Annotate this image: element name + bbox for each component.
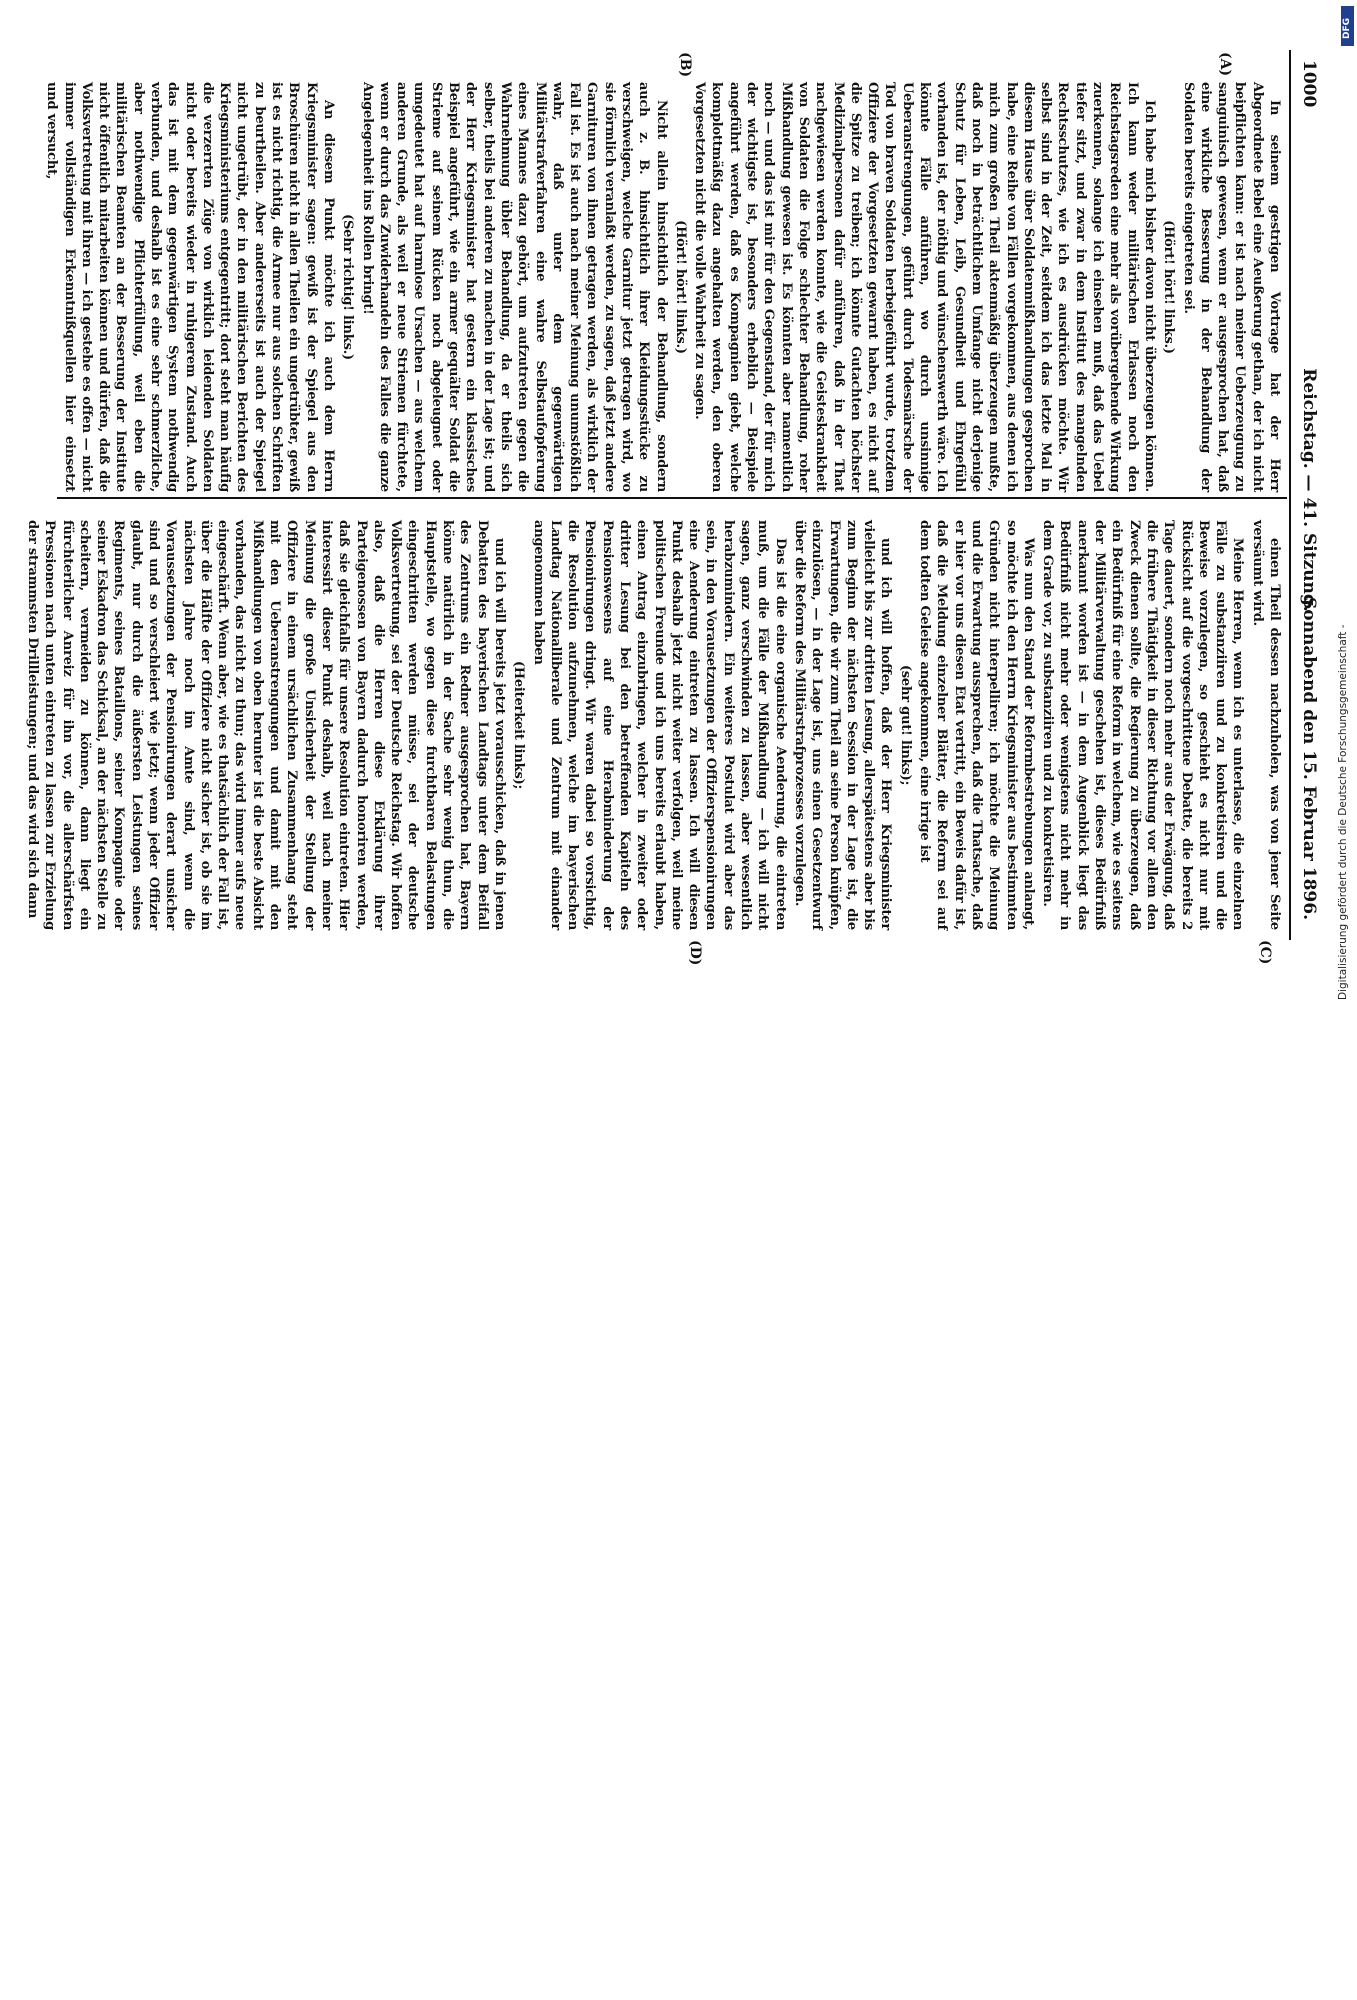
paragraph: einen Theil dessen nachzuholen, was von jener Seite versäumt wird. — [1249, 520, 1282, 930]
right-column — [24, 520, 1283, 930]
margin-mark-c: (C) — [1257, 940, 1273, 965]
paragraph: An diesem Punkt möchte ich auch dem Herrn Kriegsminister sagen: gewiß ist der Spiegel aus den Broschüren nicht in allen Theilen ein ungetrübter, gewiß ist es nicht richtig, die Armee nur aus solchen Schriften zu beurtheilen. Aber andererseits ist auch der Spiegel nicht ungetrübt, der in den militärischen Berichten des Kriegsministeriums entgegentritt; dort steht man häufig die verzerrten Züge von wirklich leidenden Soldaten nicht oder bereits wieder in ruhigerem Zustand. Auch das ist mit dem gegenwärtigen System nothwendig verbunden, und deshalb ist es eine sehr schmerzliche, aber nothwendige Pflichterfüllung, weil eben die militärischen Beamten an der Besserung der Institute nicht öffentlich mitarbeiten können und dürfen, daß die Volksvertretung mit ihren — ich gestehe es offen — nicht immer vollständigen Erkenntnißquellen hier einsetzt und versucht, — [44, 82, 336, 492]
left-column — [44, 82, 1283, 492]
margin-mark-a: (A) — [1217, 52, 1233, 77]
digitization-note-wrap — [1337, 624, 1357, 2000]
paragraph: In seinem gestrigen Vortrage hat der Herr Abgeordnete Bebel eine Aeußerung gethan, der ich nicht beipflichten kann: er ist nach meiner Ueberzeugung zu sanguinisch gewesen, wenn er ausgesprochen hat, daß eine wirkliche Besserung in der Behandlung der Soldaten bereits eingetreten sei. — [1180, 82, 1282, 492]
paragraph: Nicht allein hinsichtlich der Behandlung, sondern auch z. B. hinsichtlich ihrer Kleidungsstücke zu verschweigen, welche Garnitur jetzt getragen wird, wo sie förmlich veranlaßt werden, zu sagen, daß jetzt andere Garnituren von ihnen getragen werden, als wirklich der Fall ist. Es ist auch nach meiner Meinung unumstößlich wahr, daß unter dem gegenwärtigen Militärstrafverfahren eine wahre Selbstaufopferung eines Mannes dazu gehört, um aufzutreten gegen die Wahrnehmung übler Behandlung, da er theils sich selber, theils bei anderen zu machen in der Lage ist; und der Herr Kriegsminister hat gestern ein klassisches Beispiel angeführt, wie ein armer gequälter Soldat die Strieme auf seinem Rücken noch abgeleugnet oder umgedeutet hat auf harmlose Ursachen — aus welchem anderen Grunde, als weil er neue Striemen fürchtete, wenn er durch das Zuwiderhandeln des Falles die ganze Angelegenheit ins Rollen bringt! — [359, 82, 669, 492]
interjection: (Heiterkeit links); — [511, 660, 527, 790]
session-title: Reichstag. — 41. Sitzung. — [1299, 368, 1319, 612]
interjection: (Sehr richtig! links.) — [340, 214, 356, 360]
scanned-page — [0, 0, 1353, 1000]
dfg-logo-badge — [1341, 6, 1354, 46]
margin-mark-b: (B) — [677, 52, 693, 78]
digitization-note: Digitalisierung gefördert durch die Deutsche Forschungsgemeinschaft - — [1337, 624, 1349, 1000]
column-divider — [57, 497, 1287, 499]
interjection: (Hört! hört! links.) — [672, 220, 688, 354]
interjection: (Hört! hört! links.) — [1161, 220, 1177, 354]
paragraph: Ich habe mich bisher davon nicht überzeugen können. Ich kann weder militärischen Erlassen noch den Reichstagsreden eine mehr als vorübergehende Wirkung zuerkennen, solange ich einsehen muß, daß das Uebel tiefer sitzt, und zwar in dem Institut des mangelnden Rechtsschutzes, wie ich es ausdrücken möchte. Wir selbst sind in der Zeit, seitdem ich das letzte Mal in diesem Hause über Soldatenmißhandlungen gesprochen habe, eine Reihe von Fällen vorgekommen, aus denen ich mich zum großen Theil aktenmäßig überzeugen mußte, daß noch in beträchtlichem Umfange nicht derjenige Schutz für Leben, Leib, Gesundheit und Ehrgefühl vorhanden ist, der nöthig und wünschenswerth wäre. Ich könnte Fälle anführen, wo durch unsinnige Ueberanstrengungen, geführt durch Todesmärsche der Tod von braven Soldaten herbeigeführt wurde, trotzdem Offiziere der Vorgesetzten gewarnt haben, es nicht auf die Spitze zu treiben; ich könnte Gutachten höchster Medizinalpersonen dafür anführen, daß in der That nachgewiesen werden konnte, wie die Geisteskrankheit von Soldaten die Folge schlechter Behandlung, roher Mißhandlung gewesen ist. Es könnten aber namentlich noch — und das ist mir für den Gegenstand, der für mich der wichtigste ist, besonders erheblich — Beispiele angeführt werden, daß es Kompagnien giebt, welche komplottmäßig dazu angehalten werden, den oberen Vorgesetzten nicht die volle Wahrheit zu sagen. — [692, 82, 1157, 492]
page-header — [1289, 60, 1319, 920]
page-number: 1000 — [1299, 60, 1319, 108]
paragraph: und ich will hoffen, daß der Herr Kriegsminister vielleicht bis zur dritten Lesung, allerspätestens aber bis zum Beginn der nächsten Session in der Lage ist, die Erwartungen, die wir zum Theil an seine Person knüpfen, einzulösen, — in der Lage ist, uns einen Gesetzentwurf über die Reform des Militärstrafprozesses vorzulegen. — [791, 520, 894, 930]
margin-mark-d: (D) — [687, 940, 703, 966]
paragraph: Meine Herren, wenn ich es unterlasse, die einzelnen Fälle zu substanziiren und zu konkretisiren und die Beweise vorzulegen, so geschieht es nicht nur mit Rücksicht auf die vorgeschrittene Debatte, die bereits 2 Tage dauert, sondern noch mehr aus der Erwägung, daß die frühere Thätigkeit in dieser Richtung vor allem den Zweck dienen sollte, die Regierung zu überzeugen, daß ein Bedürfniß für eine Reform in welchem, wie es seitens der Militärverwaltung geschehen ist, dieses Bedürfniß anerkannt worden ist — in dem Augenblick liegt das Bedürfniß nicht mehr oder wenigstens nicht mehr in dem Grade vor, zu substanziiren und zu konkretisiren. — [1040, 520, 1246, 930]
paragraph: Was nun den Stand der Reformbestrebungen anlangt, so möchte ich den Herrn Kriegsminister aus bestimmten Gründen nicht interpelliren; ich möchte die Meinung und die Erwartung aussprechen, daß die Thatsache, daß er hier vor uns diesen Etat vertritt, ein Beweis dafür ist, daß die Meldung einzelner Blätter, die Reform sei auf dem todten Geleise angekommen, eine irrige ist — [917, 520, 1036, 930]
interjection: (sehr gut! links); — [897, 664, 913, 786]
paragraph: Das ist die eine organische Aenderung, die eintreten muß, um die Fälle der Mißhandlung — ich will nicht sagen, ganz verschwinden zu lassen, aber wesentlich herabzumindern. Ein weiteres Postulat wird aber das sein, in den Vorausetzungen der Offizierspensionirungen eine Aenderung eintreten zu lassen. Ich will diesen Punkt deshalb jetzt nicht weiter verfolgen, weil meine politischen Freunde und ich uns bereits erlaubt haben, einen Antrag einzubringen, welcher in zweiter oder dritter Lesung bei den betreffenden Kapiteln des Pensionswesens auf eine Herabminderung der Pensionirungen dringt. Wir waren dabei so vorsichtig, die Resolution aufzunehmen, welche im bayerischen Landtag Nationalliberale und Zentrum mit einander angenommen haben — [530, 520, 788, 930]
paragraph: und ich will bereits jetzt vorausschicken, daß in jenen Debatten des bayerischen Landtags unter dem Beifall des Zentrums ein Redner ausgesprochen hat, Bayern könne natürlich in der Sache sehr wenig thun, die Hauptstelle, wo gegen diese furchtbaren Belastungen eingeschritten werden müsse, sei der deutsche Volksvertretung, sei der Deutsche Reichstag. Wir hoffen also, daß die Herren diese Erklärung ihrer Parteigenossen von Bayern dadurch honoriren werden, daß sie gleichfalls für unsere Resolution eintreten. Hier interessirt dieser Punkt deshalb, weil nach meiner Meinung die große Unsicherheit der Stellung der Offiziere in einem ursächlichen Zusammenhang steht mit den Ueberanstrengungen und damit mit den Mißhandlungen von oben herunter ist die beste Absicht vorhanden, das nicht zu thun; das wird immer aufs neue eingeschärft. Wenn aber, wie es thatsächlich der Fall ist, über die Hälfte der Offiziere nicht sicher ist, ob sie im nächsten Jahre noch im Amte sind, wenn die Voraussetzungen der Pensionirungen derart unsicher sind und so verschleiert wie jetzt; wenn jeder Offizier glaubt, nur durch die äußersten Leistungen seines Regiments, seines Bataillons, seiner Kompagnie oder seiner Eskadron das Schicksal, an der nächsten Stelle zu scheitern, vermeiden zu können, dann liegt ein fürchterlicher Anreiz für ihn vor, die allerschärfsten Pressionen nach unten eintreten zu lassen zur Erzielung der strammsten Drillleistungen; und das wird sich dann — [24, 520, 507, 930]
dfg-logo-text: DFG — [1342, 17, 1352, 39]
session-date: Sonnabend den 15. Februar 1896. — [1299, 597, 1319, 920]
header-rule — [1289, 50, 1291, 940]
rotated-page-content — [0, 0, 1353, 1000]
